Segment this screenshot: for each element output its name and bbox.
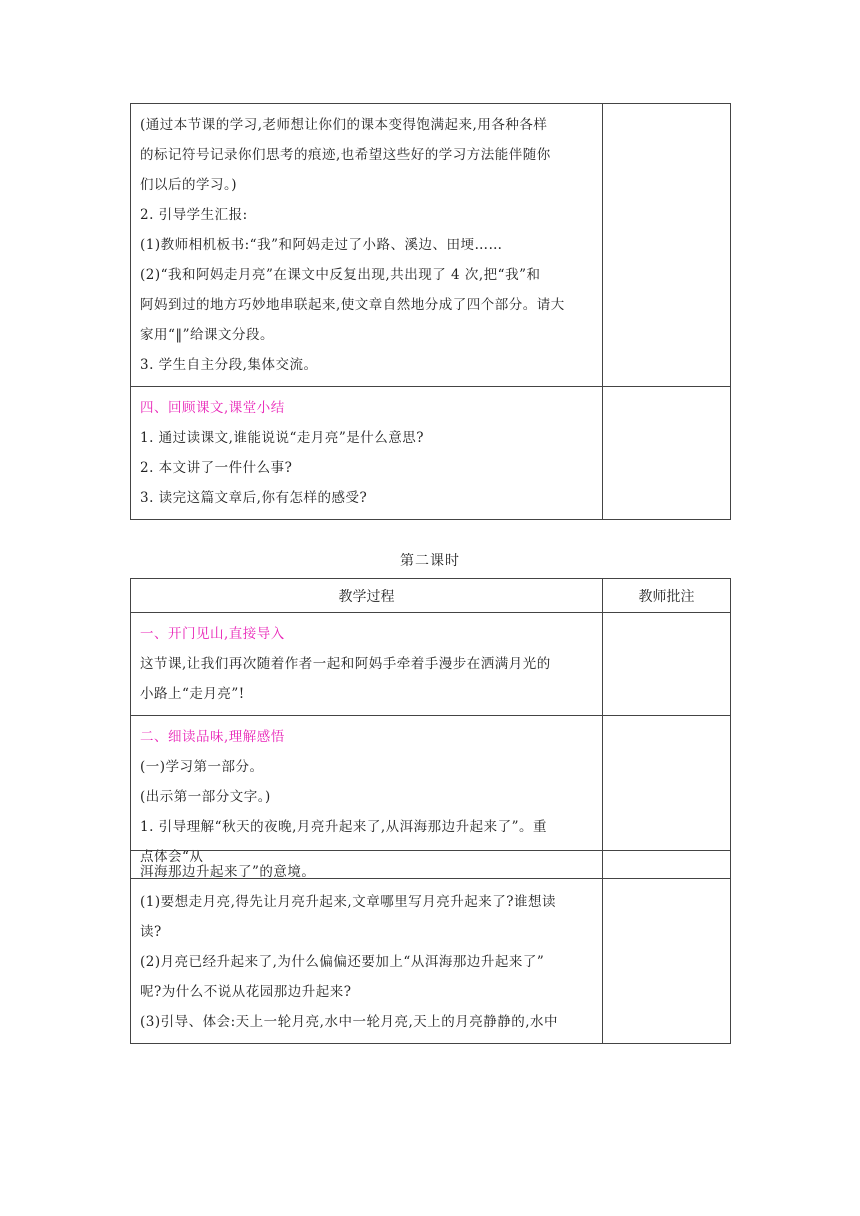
text-line: 1. 通过读课文,谁能说说“走月亮”是什么意思? — [140, 430, 425, 446]
process-cell — [131, 613, 603, 716]
text-line: 这节课,让我们再次随着作者一起和阿妈手牵着手漫步在洒满月光的 — [140, 656, 551, 672]
header-teaching-process: 教学过程 — [131, 579, 603, 613]
lesson-table-part2 — [130, 578, 731, 879]
text-line: 1. 引导理解“秋天的夜晚,月亮升起来了,从洱海那边升起来了”。重 — [140, 819, 548, 835]
process-cell — [131, 851, 603, 1044]
session-title: 第二课时 — [400, 553, 460, 569]
table3-body — [131, 851, 731, 1044]
lesson-table-part1 — [130, 103, 731, 520]
table-header-row — [131, 579, 731, 613]
text-line: 们以后的学习。) — [140, 177, 238, 193]
text-line: 的标记符号记录你们思考的痕迹,也希望这些好的学习方法能伴随你 — [140, 147, 551, 163]
text-line: (3)引导、体会:天上一轮月亮,水中一轮月亮,天上的月亮静静的,水中 — [140, 1014, 559, 1030]
table-row — [131, 613, 731, 716]
teacher-notes-cell — [603, 387, 731, 520]
text-line: (出示第一部分文字。) — [140, 789, 271, 805]
text-line: 2. 引导学生汇报: — [140, 207, 248, 223]
section-heading: 一、开门见山,直接导入 — [140, 626, 285, 642]
process-cell — [131, 387, 603, 520]
teacher-notes-cell — [603, 851, 731, 1044]
text-line: (2)月亮已经升起来了,为什么偏偏还要加上“从洱海那边升起来了” — [140, 954, 545, 970]
section-heading: 四、回顾课文,课堂小结 — [140, 400, 285, 416]
table-row — [131, 387, 731, 520]
text-line: (1)要想走月亮,得先让月亮升起来,文章哪里写月亮升起来了?谁想读 — [140, 894, 556, 910]
lesson-table-part3 — [130, 850, 731, 1044]
text-line: (1)教师相机板书:“我”和阿妈走过了小路、溪边、田埂…… — [140, 237, 503, 253]
table-row — [131, 104, 731, 387]
text-line: 3. 学生自主分段,集体交流。 — [140, 357, 318, 373]
header-teacher-notes: 教师批注 — [603, 579, 731, 613]
text-line: (一)学习第一部分。 — [140, 759, 264, 775]
table-row — [131, 851, 731, 1044]
text-line: 2. 本文讲了一件什么事? — [140, 460, 293, 476]
teacher-notes-cell — [603, 104, 731, 387]
text-line: 点体会“从 — [140, 849, 204, 865]
text-line: 小路上“走月亮”! — [140, 686, 245, 702]
table2-body — [131, 613, 731, 879]
teacher-notes-cell — [603, 613, 731, 716]
text-line: 阿妈到过的地方巧妙地串联起来,使文章自然地分成了四个部分。请大 — [140, 297, 565, 313]
text-line: 家用“‖”给课文分段。 — [140, 327, 275, 343]
table1-body — [131, 104, 731, 520]
section-heading: 二、细读品味,理解感悟 — [140, 729, 285, 745]
text-line: 洱海那边升起来了”的意境。 — [140, 864, 316, 880]
text-line: (2)“我和阿妈走月亮”在课文中反复出现,共出现了 4 次,把“我”和 — [140, 267, 541, 283]
text-line: 3. 读完这篇文章后,你有怎样的感受? — [140, 490, 368, 506]
text-line: 读? — [140, 924, 162, 940]
text-line: (通过本节课的学习,老师想让你们的课本变得饱满起来,用各种各样 — [140, 117, 548, 133]
process-cell — [131, 104, 603, 387]
text-line: 呢?为什么不说从花园那边升起来? — [140, 984, 352, 1000]
